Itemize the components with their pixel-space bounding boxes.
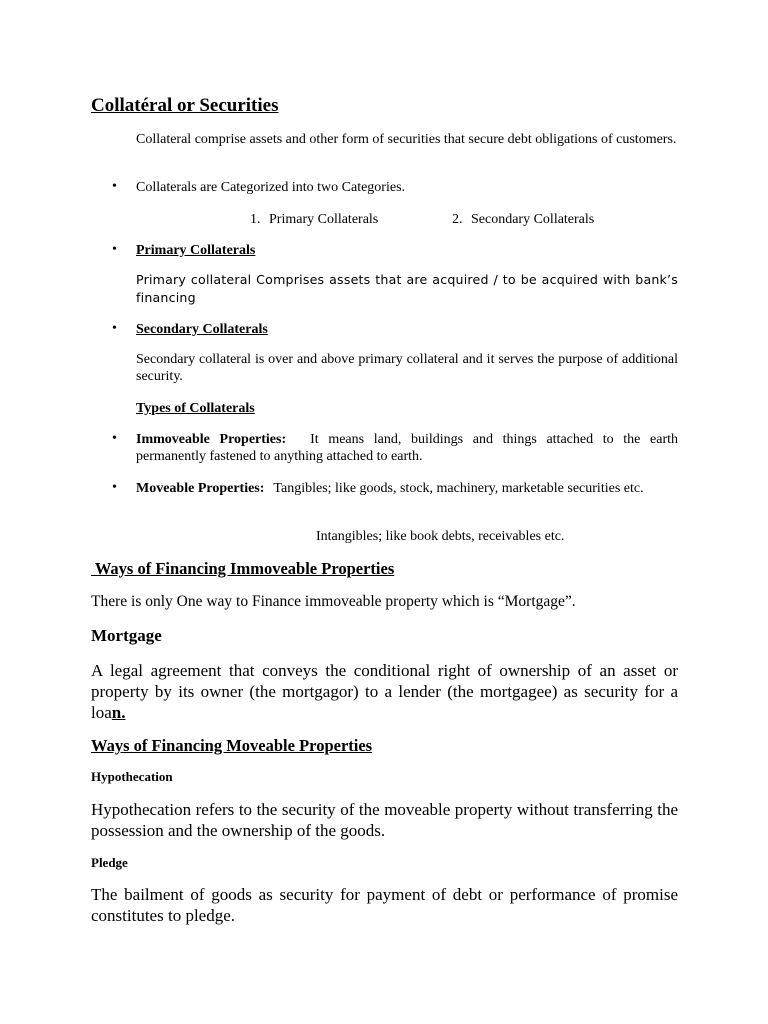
- hypothecation-heading: Hypothecation: [91, 769, 173, 784]
- bullet-icon: •: [112, 480, 117, 495]
- types-heading: Types of Collaterals: [136, 401, 255, 416]
- pledge-heading: Pledge: [91, 855, 128, 870]
- immoveable-financing-text: There is only One way to Finance immoveable property which is “Mortgage”.: [91, 593, 576, 610]
- primary-heading: Primary Collaterals: [136, 243, 256, 258]
- category-item: [452, 211, 594, 228]
- secondary-text: Secondary collateral is over and above primary collateral and it serves the purpose of additional security.: [136, 352, 678, 384]
- category-number: 2.: [452, 212, 463, 227]
- immoveable-label: Immoveable Properties:: [136, 432, 287, 447]
- moveable-financing-heading: Ways of Financing Moveable Properties: [91, 736, 373, 755]
- bullet-icon: •: [112, 242, 117, 257]
- mortgage-ending: n.: [111, 703, 126, 722]
- category-item: [250, 211, 378, 228]
- mortgage-text: [91, 660, 678, 723]
- bullet-icon: •: [112, 179, 117, 194]
- primary-text: Primary collateral Comprises assets that are acquired / to be acquired with bank’s financing: [136, 272, 678, 305]
- pledge-text: The bailment of goods as security for payment of debt or performance of promise constitutes to pledge.: [91, 885, 678, 925]
- bullet-icon: •: [112, 431, 117, 446]
- category-label: Secondary Collaterals: [471, 212, 595, 227]
- moveable-item: [136, 480, 678, 497]
- moveable-label: Moveable Properties:: [136, 481, 265, 496]
- mortgage-heading: Mortgage: [91, 626, 162, 645]
- immoveable-financing-heading: Ways of Financing Immoveable Properties: [91, 559, 395, 578]
- category-number: 1.: [250, 212, 261, 227]
- immoveable-item: [136, 431, 678, 465]
- secondary-heading: Secondary Collaterals: [136, 322, 268, 337]
- categories-intro: Collaterals are Categorized into two Categories.: [136, 180, 406, 195]
- intro-paragraph: Collateral comprise assets and other form of securities that secure debt obligations of customers.: [136, 132, 677, 147]
- hypothecation-text: Hypothecation refers to the security of the moveable property without transferring the possession and the ownership of the goods.: [91, 800, 678, 840]
- intangibles-text: Intangibles; like book debts, receivables etc.: [316, 529, 565, 544]
- immoveable-text: It means land, buildings and things attached to the earth permanently fastened to anything attached to earth.: [136, 432, 678, 464]
- category-label: Primary Collaterals: [269, 212, 379, 227]
- page-title: Collatéral or Securities: [91, 95, 279, 116]
- bullet-icon: •: [112, 321, 117, 336]
- moveable-text: Tangibles; like goods, stock, machinery, marketable securities etc.: [273, 481, 644, 496]
- mortgage-body: A legal agreement that conveys the conditional right of ownership of an asset or property by its owner (the mortgagor) to a lender (the mortgagee) as security for a loa: [91, 661, 678, 722]
